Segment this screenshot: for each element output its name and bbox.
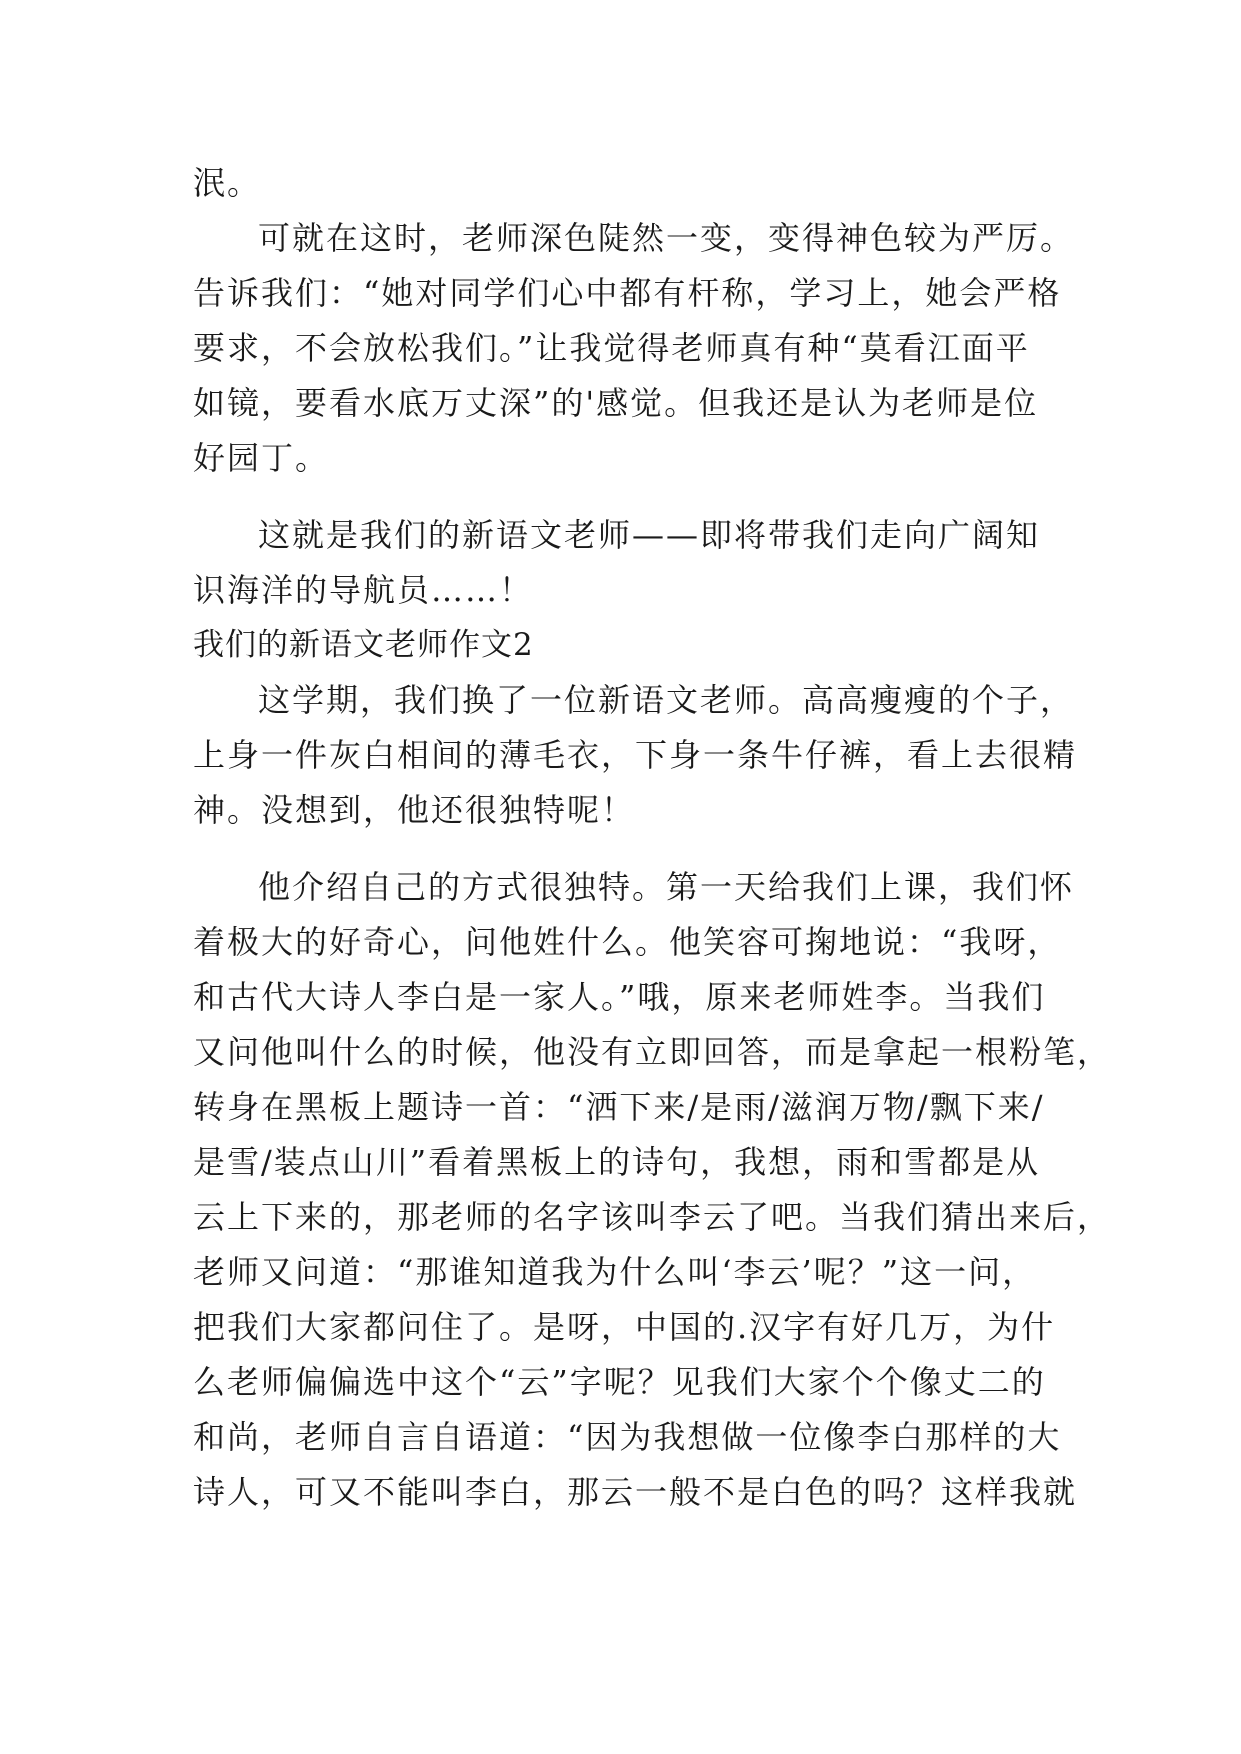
paragraph-start-line: 这就是我们的新语文老师——即将带我们走向广阔知	[258, 516, 1041, 554]
text-line: 要求，不会放松我们。”让我觉得老师真有种“莫看江面平	[193, 329, 1030, 367]
text-line: 老师又问道：“那谁知道我为什么叫‘李云’呢？”这一问，	[193, 1253, 1037, 1291]
text-line: 诗人，可又不能叫李白，那云一般不是白色的吗？这样我就	[193, 1473, 1078, 1511]
paragraph-start-line: 他介绍自己的方式很独特。第一天给我们上课，我们怀	[258, 868, 1075, 906]
text-line: 好园丁。	[193, 439, 330, 477]
text-line: 云上下来的，那老师的名字该叫李云了吧。当我们猜出来后，	[193, 1198, 1112, 1236]
text-line: 告诉我们：“她对同学们心中都有杆称，学习上，她会严格	[193, 274, 1062, 312]
text-line: 又问他叫什么的时候，他没有立即回答，而是拿起一根粉笔，	[193, 1033, 1112, 1071]
paragraph-start-line: 可就在这时，老师深色陡然一变，变得神色较为严厉。	[258, 219, 1075, 257]
text-line: 上身一件灰白相间的薄毛衣，下身一条牛仔裤，看上去很精	[193, 736, 1078, 774]
text-line: 着极大的好奇心，问他姓什么。他笑容可掬地说：“我呀，	[193, 923, 1062, 961]
text-line: 把我们大家都问住了。是呀，中国的.汉字有好几万，为什	[193, 1308, 1056, 1346]
text-line: 识海洋的导航员……！	[193, 571, 534, 609]
section-title: 我们的新语文老师作文2	[193, 627, 534, 663]
text-line: 么老师偏偏选中这个“云”字呢？见我们大家个个像丈二的	[193, 1363, 1046, 1401]
text-line: 和尚，老师自言自语道：“因为我想做一位像李白那样的大	[193, 1418, 1062, 1456]
text-line: 是雪/装点山川”看着黑板上的诗句，我想，雨和雪都是从	[193, 1143, 1041, 1181]
text-line: 如镜，要看水底万丈深”的'感觉。但我还是认为老师是位	[193, 384, 1039, 422]
text-line: 转身在黑板上题诗一首：“洒下来/是雨/滋润万物/飘下来/	[193, 1088, 1045, 1126]
text-line: 和古代大诗人李白是一家人。”哦，原来老师姓李。当我们	[193, 978, 1046, 1016]
text-line: 神。没想到，他还很独特呢！	[193, 791, 636, 829]
paragraph-start-line: 这学期，我们换了一位新语文老师。高高瘦瘦的个子，	[258, 681, 1075, 719]
text-line: 泯。	[193, 164, 262, 202]
